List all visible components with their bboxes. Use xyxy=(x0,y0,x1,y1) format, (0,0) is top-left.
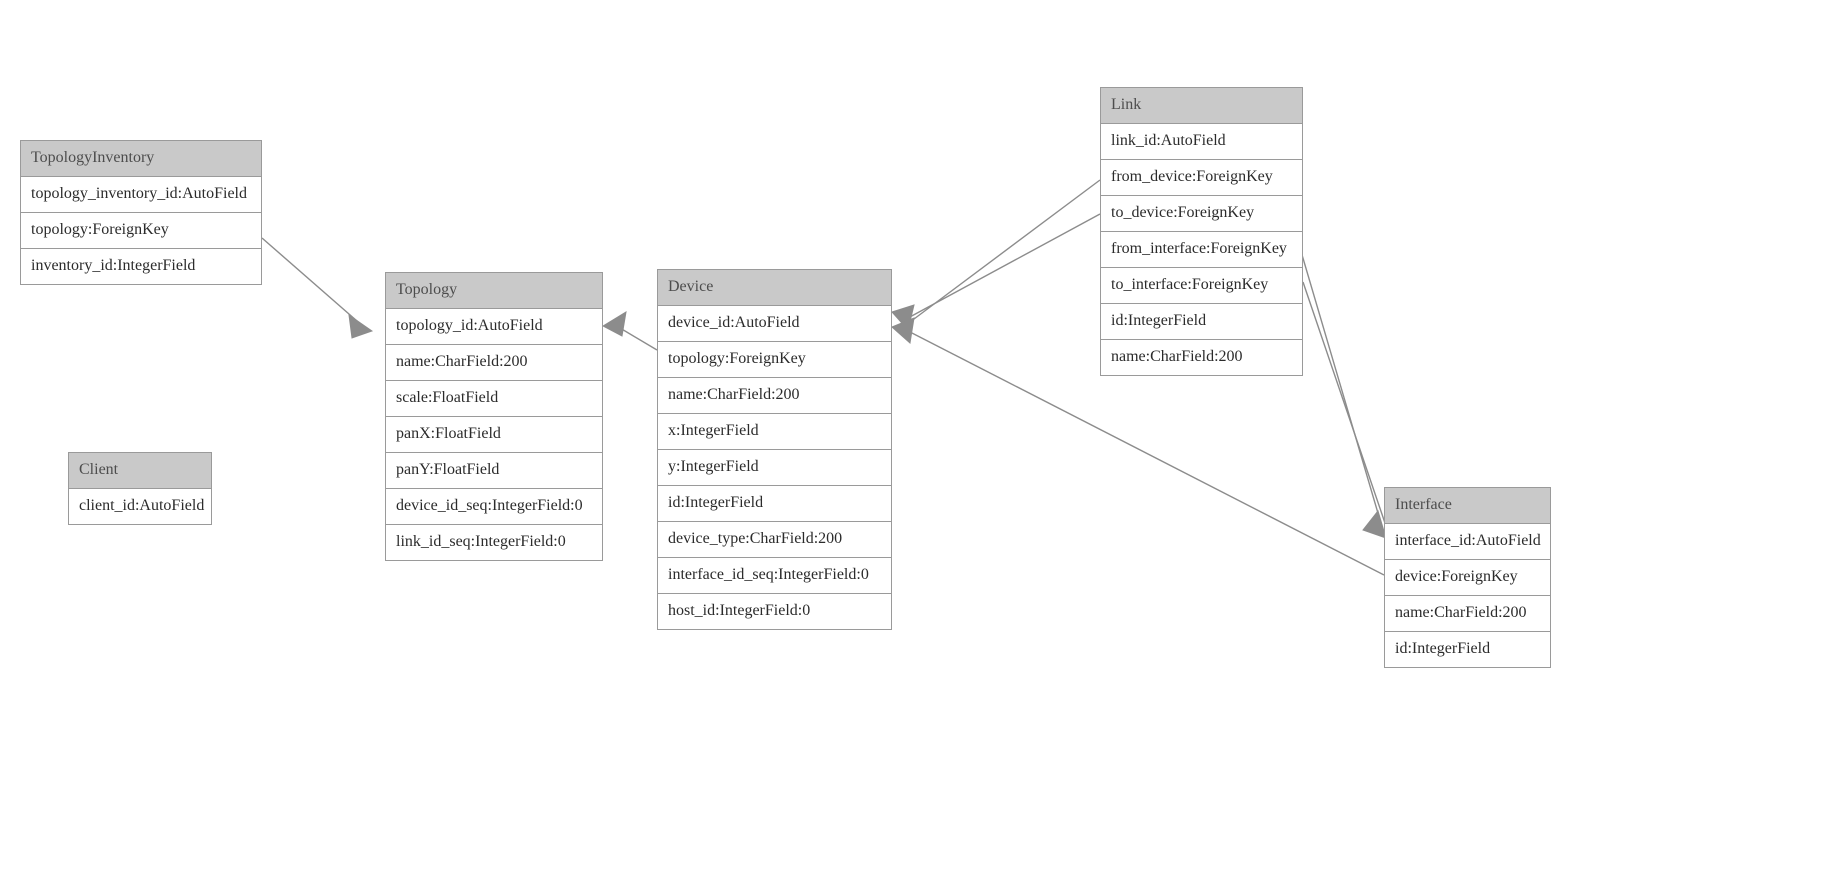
field-device-interface-id-seq: interface_id_seq:IntegerField:0 xyxy=(658,558,891,594)
entity-device[interactable] xyxy=(657,269,892,630)
edge-device-topology xyxy=(620,328,657,350)
entity-title-device: Device xyxy=(658,270,891,306)
field-link-to-device: to_device:ForeignKey xyxy=(1101,196,1302,232)
field-topology-inventory-id: topology_inventory_id:AutoField xyxy=(21,177,261,213)
field-topology-name: name:CharField:200 xyxy=(386,345,602,381)
field-device-y: y:IntegerField xyxy=(658,450,891,486)
field-interface-id: interface_id:AutoField xyxy=(1385,524,1550,560)
field-device-topology-fk: topology:ForeignKey xyxy=(658,342,891,378)
field-inventory-id: inventory_id:IntegerField xyxy=(21,249,261,284)
arrowhead-topology-left xyxy=(349,315,372,338)
field-device-id: device_id:AutoField xyxy=(658,306,891,342)
entity-client[interactable] xyxy=(68,452,212,525)
field-topology-id: topology_id:AutoField xyxy=(386,309,602,345)
edge-topologyinventory-topology xyxy=(262,238,365,328)
field-topology-device-id-seq: device_id_seq:IntegerField:0 xyxy=(386,489,602,525)
field-device-type: device_type:CharField:200 xyxy=(658,522,891,558)
field-interface-id-int: id:IntegerField xyxy=(1385,632,1550,667)
field-link-from-interface: from_interface:ForeignKey xyxy=(1101,232,1302,268)
entity-link[interactable] xyxy=(1100,87,1303,376)
field-topology-scale: scale:FloatField xyxy=(386,381,602,417)
field-link-id-int: id:IntegerField xyxy=(1101,304,1302,340)
arrowhead-device-right-b xyxy=(892,318,914,343)
field-topology-link-id-seq: link_id_seq:IntegerField:0 xyxy=(386,525,602,560)
field-link-to-interface: to_interface:ForeignKey xyxy=(1101,268,1302,304)
edge-link-interface-2 xyxy=(1303,282,1386,526)
field-interface-name: name:CharField:200 xyxy=(1385,596,1550,632)
field-device-id-int: id:IntegerField xyxy=(658,486,891,522)
field-interface-device-fk: device:ForeignKey xyxy=(1385,560,1550,596)
entity-title-link: Link xyxy=(1101,88,1302,124)
edge-link-device-1 xyxy=(910,180,1100,322)
field-topology-pany: panY:FloatField xyxy=(386,453,602,489)
field-link-id: link_id:AutoField xyxy=(1101,124,1302,160)
arrowhead-device-right-a xyxy=(892,305,914,330)
field-client-id: client_id:AutoField xyxy=(69,489,211,524)
entity-topology[interactable] xyxy=(385,272,603,561)
entity-title-client: Client xyxy=(69,453,211,489)
field-topology-panx: panX:FloatField xyxy=(386,417,602,453)
entity-title-interface: Interface xyxy=(1385,488,1550,524)
edge-link-device-2 xyxy=(908,214,1100,318)
field-link-name: name:CharField:200 xyxy=(1101,340,1302,375)
field-link-from-device: from_device:ForeignKey xyxy=(1101,160,1302,196)
entity-title-topology: Topology xyxy=(386,273,602,309)
field-device-host-id: host_id:IntegerField:0 xyxy=(658,594,891,629)
field-topology-fk: topology:ForeignKey xyxy=(21,213,261,249)
edge-link-interface-1 xyxy=(1300,248,1380,520)
entity-interface[interactable] xyxy=(1384,487,1551,668)
arrowhead-interface-top xyxy=(1363,511,1386,538)
entity-topologyinventory[interactable] xyxy=(20,140,262,285)
field-device-x: x:IntegerField xyxy=(658,414,891,450)
field-device-name: name:CharField:200 xyxy=(658,378,891,414)
entity-title-topologyinventory: TopologyInventory xyxy=(21,141,261,177)
arrowhead-topology-right xyxy=(603,312,626,336)
